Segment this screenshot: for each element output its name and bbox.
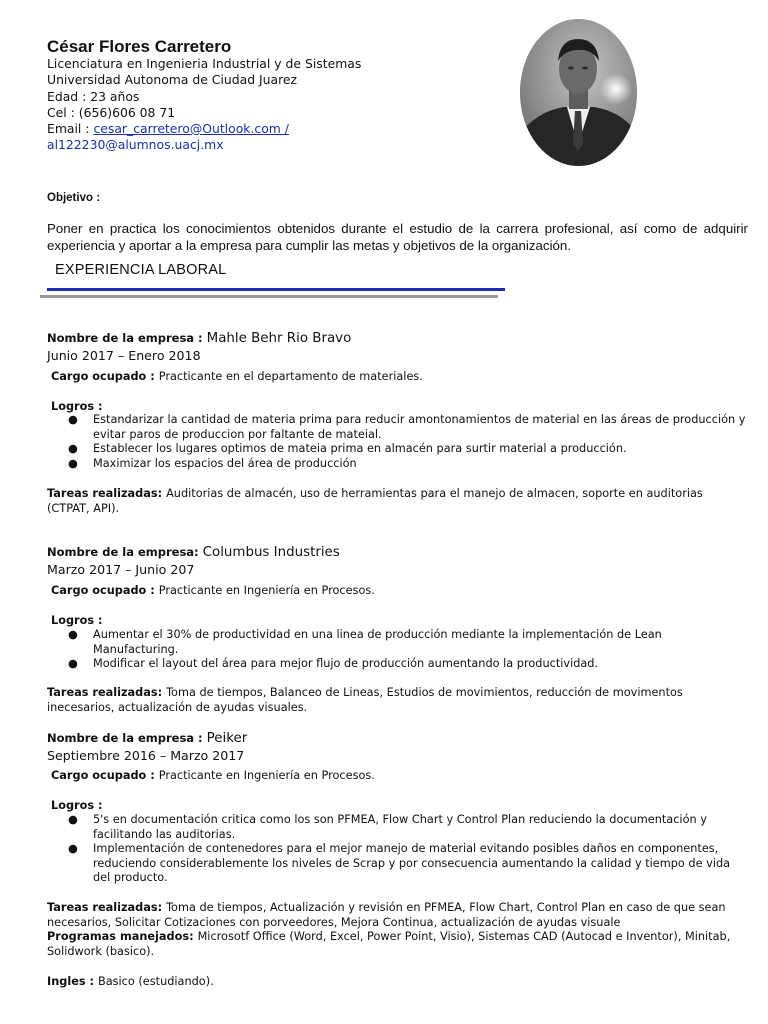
tasks-value: Auditorias de almacén, uso de herramientas para el manejo de almacen, soporte en auditorias (CTPAT, API). <box>47 487 703 515</box>
job-dates: Septiembre 2016 – Marzo 2017 <box>47 748 245 763</box>
profile-photo <box>520 19 637 166</box>
english-value: Basico (estudiando). <box>97 975 214 988</box>
achievements-label: Logros : <box>51 799 103 812</box>
job-company <box>47 331 351 346</box>
job-company <box>47 545 340 560</box>
list-item: ● Maximizar los espacios del área de producción <box>68 456 357 470</box>
company-label: Nombre de la empresa: <box>47 545 203 559</box>
bullet-icon: ● <box>68 628 78 641</box>
email-label: Email : <box>47 121 94 136</box>
job-position <box>51 370 423 383</box>
job-tasks <box>47 686 747 715</box>
programs-label: Programas manejados: <box>47 930 198 943</box>
position-value: Practicante en el departamento de materiales. <box>158 370 423 383</box>
company-name: Peiker <box>206 731 248 746</box>
english-label: Ingles : <box>47 975 98 988</box>
bullet-icon: ● <box>68 442 78 455</box>
tasks-label: Tareas realizadas: <box>47 487 167 500</box>
job-dates: Junio 2017 – Enero 2018 <box>47 348 201 363</box>
bullet-icon: ● <box>68 657 78 670</box>
email-link-outlook[interactable]: cesar_carretero@Outlook.com / <box>93 121 289 136</box>
email-link-uacj[interactable]: al122230@alumnos.uacj.mx <box>47 137 224 152</box>
position-label: Cargo ocupado : <box>51 370 159 383</box>
company-name: Columbus Industries <box>202 545 340 560</box>
email-line <box>47 121 289 137</box>
programs-value: Microsotf Office (Word, Excel, Power Point, Visio), Sistemas CAD (Autocad e Inventor), Minitab, Solidwork (basico). <box>47 930 731 958</box>
portrait-image <box>520 19 637 166</box>
list-item: ● 5's en documentación critica como los son PFMEA, Flow Chart y Control Plan reduciendo la documentación y facilitando las auditorias. <box>68 813 707 841</box>
list-item: ● Establecer los lugares optimos de mateia prima en almacén para surtir material a producción. <box>68 442 627 455</box>
list-item: ● Implementación de contenedores para el mejor manejo de material evitando posibles daños en componentes, reduciendo considerablemente los niveles de Scrap y por consecuencia aumentando la calidad y tiempo de vida del producto. <box>68 842 731 884</box>
company-name: Mahle Behr Rio Bravo <box>206 331 352 346</box>
job-tasks <box>47 901 747 930</box>
job-position <box>51 769 375 782</box>
achievements-list <box>68 813 748 886</box>
tasks-label: Tareas realizadas: <box>47 686 167 699</box>
programs <box>47 930 747 959</box>
degree: Licenciatura en Ingenieria Industrial y de Sistemas <box>47 56 362 71</box>
tasks-value: Toma de tiempos, Balanceo de Lineas, Estudios de movimientos, reducción de movimentos inecesarios, actualización de ayudas visuales. <box>47 686 683 714</box>
objective-text: Poner en practica los conocimientos obtenidos durante el estudio de la carrera profesional, así como de adquirir experiencia y aportar a la empresa para cumplir las metas y objetivos de la organización. <box>47 221 748 253</box>
list-item: ● Estandarizar la cantidad de materia prima para reducir amontonamientos de material en las áreas de producción y evitar paros de produccion por faltante de mateial. <box>68 413 746 441</box>
achievements-list <box>68 413 748 471</box>
phone: Cel : (656)606 08 71 <box>47 105 176 120</box>
achievements-list <box>68 628 748 672</box>
achievements-label: Logros : <box>51 614 103 627</box>
english-level <box>47 975 747 990</box>
job-position <box>51 584 375 597</box>
candidate-name: César Flores Carretero <box>47 37 232 56</box>
age: Edad : 23 años <box>47 89 140 104</box>
bullet-icon: ● <box>68 813 78 826</box>
bullet-icon: ● <box>68 413 78 426</box>
position-value: Practicante en Ingeniería en Procesos. <box>158 769 375 782</box>
achievements-label: Logros : <box>51 400 103 413</box>
university: Universidad Autonoma de Ciudad Juarez <box>47 72 298 87</box>
bullet-icon: ● <box>68 456 78 470</box>
job-tasks <box>47 487 747 516</box>
job-dates: Marzo 2017 – Junio 207 <box>47 562 195 577</box>
section-rule-grey <box>40 295 498 298</box>
position-label: Cargo ocupado : <box>51 584 159 597</box>
section-title-experience: EXPERIENCIA LABORAL <box>55 262 227 278</box>
list-item: ● Aumentar el 30% de productividad en una linea de producción mediante la implementación de Lean Manufacturing. <box>68 628 662 656</box>
objective-label: Objetivo : <box>47 192 101 204</box>
tasks-label: Tareas realizadas: <box>47 901 167 914</box>
company-label: Nombre de la empresa : <box>47 731 207 745</box>
job-company <box>47 731 247 746</box>
company-label: Nombre de la empresa : <box>47 331 207 345</box>
bullet-icon: ● <box>68 842 78 855</box>
tasks-value: Toma de tiempos, Actualización y revisión en PFMEA, Flow Chart, Control Plan en caso de que sean necesarios, Solicitar Cotizaciones con porveedores, Mejora Continua, actualización de ayudas visuale <box>47 901 726 929</box>
section-rule-blue <box>47 288 505 291</box>
position-value: Practicante en Ingeniería en Procesos. <box>158 584 375 597</box>
position-label: Cargo ocupado : <box>51 769 159 782</box>
list-item: ● Modificar el layout del área para mejor flujo de producción aumentando la productividad. <box>68 657 599 670</box>
